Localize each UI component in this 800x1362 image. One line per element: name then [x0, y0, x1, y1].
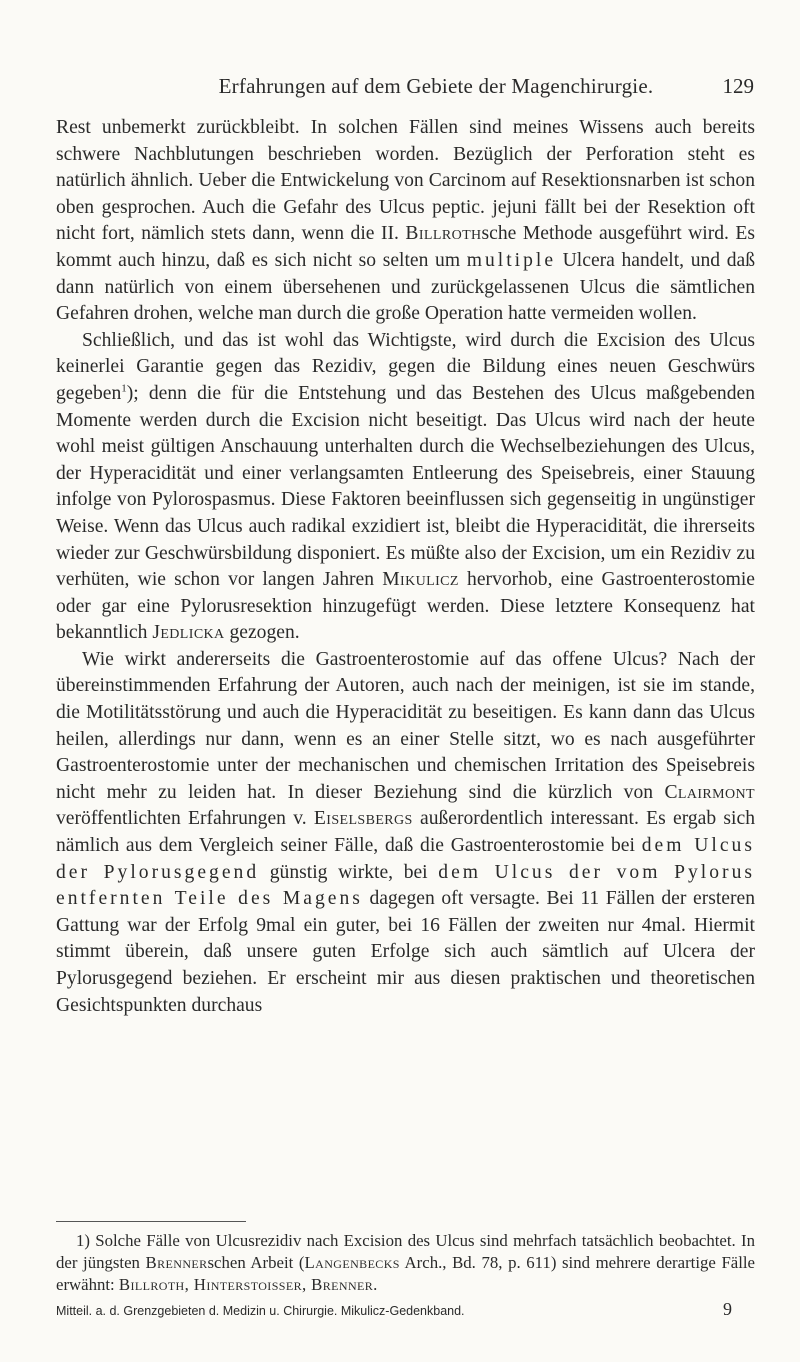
paragraph-2: Schließlich, und das ist wohl das Wichtigste, wird durch die Excision des Ulcus keinerlei Garantie gegen das Rezidiv, gegen die Bildung eines neuen Geschwürs gegeben$^1$); denn die für die Entstehung und das Bestehen des Ulcus maßgebenden Momente werden durch die Excision nicht beseitigt. Das Ulcus wird nach der heute wohl meist gültigen Anschauung unterhalten durch die Wechselbeziehungen des Ulcus, der Hyperacidität und einer verlangsamten Entleerung des Speisebreis, einer Stauung infolge von Pylorospasmus. Diese Faktoren beeinflussen sich gegenseitig in ungünstiger Weise. Wenn das Ulcus auch radikal exzidiert ist, bleibt die Hyperacidität, die ihrerseits wieder zur Geschwürsbildung disponiert. Es müßte also der Excision, um ein Rezidiv zu verhüten, wie schon vor langen Jahren Mikulicz hervorhob, eine Gastroenterostomie oder gar eine Pylorusresektion hinzugefügt werden. Diese letztere Konsequenz hat bekanntlich Jedlicka gezogen.	[56, 329, 755, 644]
footnote	[56, 1230, 755, 1296]
author-name: Mikulicz	[382, 569, 459, 591]
paragraph-3: Wie wirkt andererseits die Gastroenterostomie auf das offene Ulcus? Nach der übereinstimmenden Erfahrung der Autoren, auch nach der meinigen, ist sie im stande, die Motilitätsstörung und auch die Hyperacidität zu beseitigen. Es kann dann das Ulcus heilen, allerdings nur dann, wenn es an einer Stelle sitzt, wo es nach ausgeführter Gastroenterostomie unter der mechanischen und chemischen Irritation des Speisebreis nicht mehr zu leiden hat. In dieser Beziehung sind die kürzlich von Clairmont veröffentlichten Erfahrungen v. Eiselsbergs außerordentlich interessant. Es ergab sich nämlich aus dem Vergleich seiner Fälle, daß die Gastroenterostomie bei dem Ulcus der Pylorusgegend günstig wirkte, bei dem Ulcus der vom Pylorus entfernten Teile des Magens dagegen oft versagte. Bei 11 Fällen der ersteren Gattung war der Erfolg 9mal ein guter, bei 16 Fällen der zweiten nur 4mal. Hiermit stimmt überein, daß unsere guten Erfolge sich auch sämtlich auf Ulcera der Pylorusgegend beziehen. Er erscheint mir aus diesen praktischen und theoretischen Gesichtspunkten durchaus	[56, 648, 756, 1016]
emphasis-text: dem Ulcus der vom Pylorus entfernten Teile des Magens	[56, 861, 755, 910]
page-number: 129	[722, 74, 754, 98]
imprint-line	[56, 1299, 752, 1320]
paragraph-1: Rest unbemerkt zurückbleibt. In solchen Fällen sind meines Wissens auch bereits schwere Nachblutungen beschrieben worden. Bezüglich der Perforation steht es natürlich ähnlich. Ueber die Entwickelung von Carcinom auf Resektionsnarben ist schon oben gesprochen. Auch die Gefahr des Ulcus peptic. jejuni fällt bei der Resektion oft nicht fort, nämlich stets dann, wenn die II. Billrothsche Methode ausgeführt wird. Es kommt auch hinzu, daß es sich nicht so selten um multiple Ulcera handelt, und daß dann natürlich von einem übersehenen und zurückgelassenen Ulcus die sämtlichen Gefahren drohen, welche man durch die große Operation hatte vermeiden wollen.	[56, 117, 755, 325]
author-name: Billroth, Hinterstoisser, Brenner	[118, 1275, 374, 1294]
emphasis-text: multiple	[466, 249, 557, 271]
running-title: Erfahrungen auf dem Gebiete der Magenchirurgie.	[218, 74, 654, 98]
emphasis-text: dem Ulcus der Pylorusgegend	[56, 835, 755, 883]
page-header	[118, 74, 754, 99]
author-name: Clairmont	[664, 781, 755, 803]
footnote-marker: 1)	[76, 1231, 90, 1250]
author-name: Eiselsbergs	[313, 808, 413, 830]
author-name: Brenner	[145, 1253, 208, 1272]
signature-mark: 9	[723, 1299, 732, 1319]
author-name: Langenbecks	[304, 1253, 400, 1272]
footnote-text: 1) Solche Fälle von Ulcusrezidiv nach Excision des Ulcus sind mehrfach tatsächlich beobachtet. In der jüngsten Brennerschen Arbeit (Langenbecks Arch., Bd. 78, p. 611) sind mehrere derartige Fälle erwähnt: Billroth, Hinterstoisser, Brenner.	[56, 1231, 755, 1294]
author-name: Billroth	[405, 223, 482, 245]
footnote-divider	[56, 1221, 246, 1222]
imprint-text: Mitteil. a. d. Grenzgebieten d. Medizin u. Chirurgie. Mikulicz-Gedenkband.	[56, 1304, 465, 1318]
body-text	[56, 115, 755, 1019]
author-name: Jedlicka	[152, 622, 225, 644]
footnote-reference: 1	[121, 382, 127, 395]
